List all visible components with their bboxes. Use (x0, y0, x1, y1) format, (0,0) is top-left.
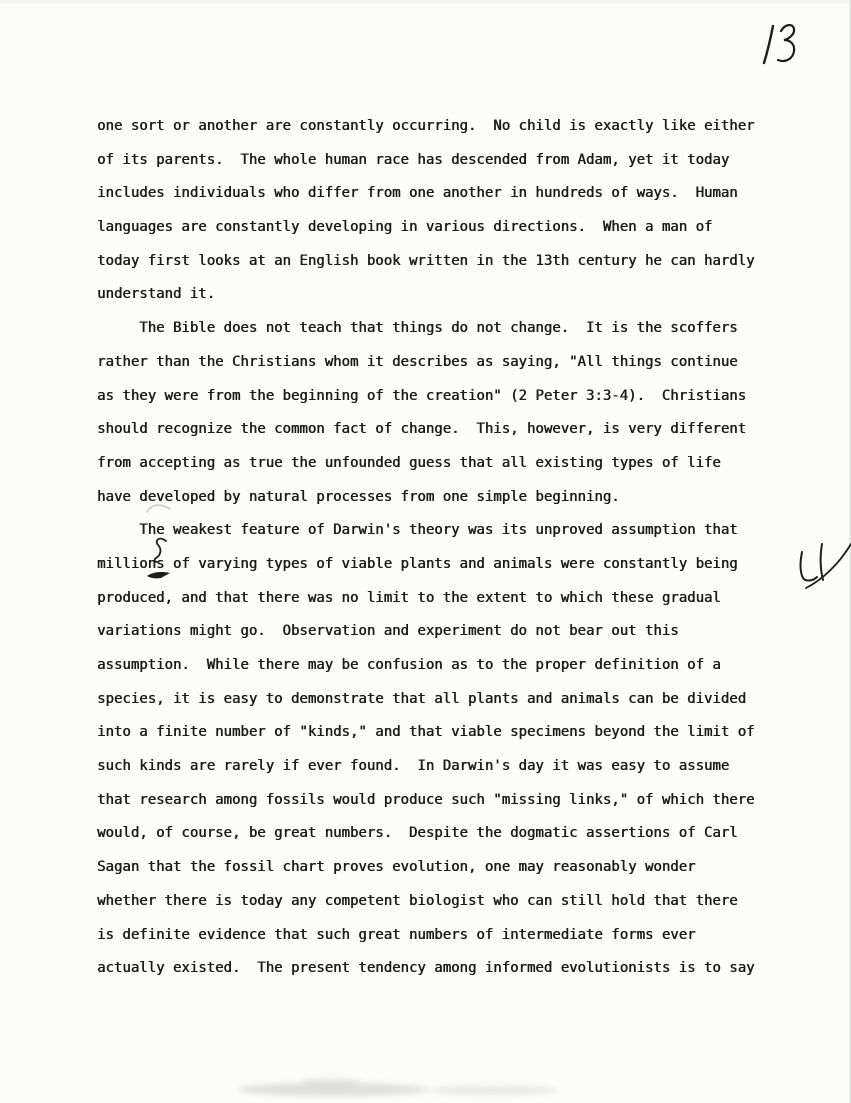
text-line: The weakest feature of Darwin's theory was its unproved assumption that (97, 522, 738, 539)
text-line: includes individuals who differ from one another in hundreds of ways. Human (97, 185, 738, 202)
handwritten-page-number (756, 20, 802, 70)
scan-edge-artifact-top (0, 0, 851, 3)
text-line: that research among fossils would produce such "missing links," of which there (97, 791, 755, 808)
pencil-tick-stroke (144, 500, 174, 518)
text-line: whether there is today any competent biologist who can still hold that there (97, 892, 738, 909)
text-line: Sagan that the fossil chart proves evolution, one may reasonably wonder (97, 859, 696, 876)
text-line: species, it is easy to demonstrate that all plants and animals can be divided (97, 690, 747, 707)
text-line: actually existed. The present tendency among informed evolutionists is to say (97, 960, 755, 977)
text-line: languages are constantly developing in various directions. When a man of (97, 219, 713, 236)
handwritten-s-correction (146, 536, 174, 584)
page-number-13-handwriting (756, 20, 802, 70)
text-line: into a finite number of "kinds," and that viable specimens beyond the limit of (97, 724, 755, 741)
text-line: is definite evidence that such great numbers of intermediate forms ever (97, 926, 696, 943)
text-line: from accepting as true the unfounded guess that all existing types of life (97, 454, 721, 471)
text-line: rather than the Christians whom it describes as saying, "All things continue (97, 353, 738, 370)
text-line: assumption. While there may be confusion as to the proper definition of a (97, 657, 721, 673)
text-line: one sort or another are constantly occurring. No child is exactly like either (97, 118, 755, 134)
text-line: today first looks at an English book written in the 13th century he can hardly (97, 252, 755, 269)
pencil-tick-mark (144, 500, 174, 518)
text-line: of its parents. The whole human race has descended from Adam, yet it today (97, 151, 730, 168)
margin-mark-strokes (789, 529, 851, 603)
text-line: variations might go. Observation and experiment do not bear out this (97, 623, 679, 640)
scan-smudge (428, 1086, 558, 1095)
text-line: millions of varying types of viable plants and animals were constantly being (97, 555, 738, 572)
inserted-s-handwriting (146, 536, 174, 584)
scan-smudge (300, 1078, 360, 1086)
text-line: would, of course, be great numbers. Despite the dogmatic assertions of Carl (97, 825, 738, 842)
text-line: have developed by natural processes from one simple beginning. (97, 488, 620, 505)
text-line: The Bible does not teach that things do not change. It is the scoffers (97, 320, 738, 337)
text-line: such kinds are rarely if ever found. In Darwin's day it was easy to assume (97, 758, 730, 775)
typewritten-text-block (97, 110, 787, 986)
handwritten-margin-mark (789, 529, 851, 603)
text-line: as they were from the beginning of the creation" (2 Peter 3:3-4). Christians (97, 387, 747, 404)
text-line: understand it. (97, 286, 216, 303)
text-line: should recognize the common fact of change. This, however, is very different (97, 421, 747, 438)
text-line: produced, and that there was no limit to the extent to which these gradual (97, 589, 721, 606)
